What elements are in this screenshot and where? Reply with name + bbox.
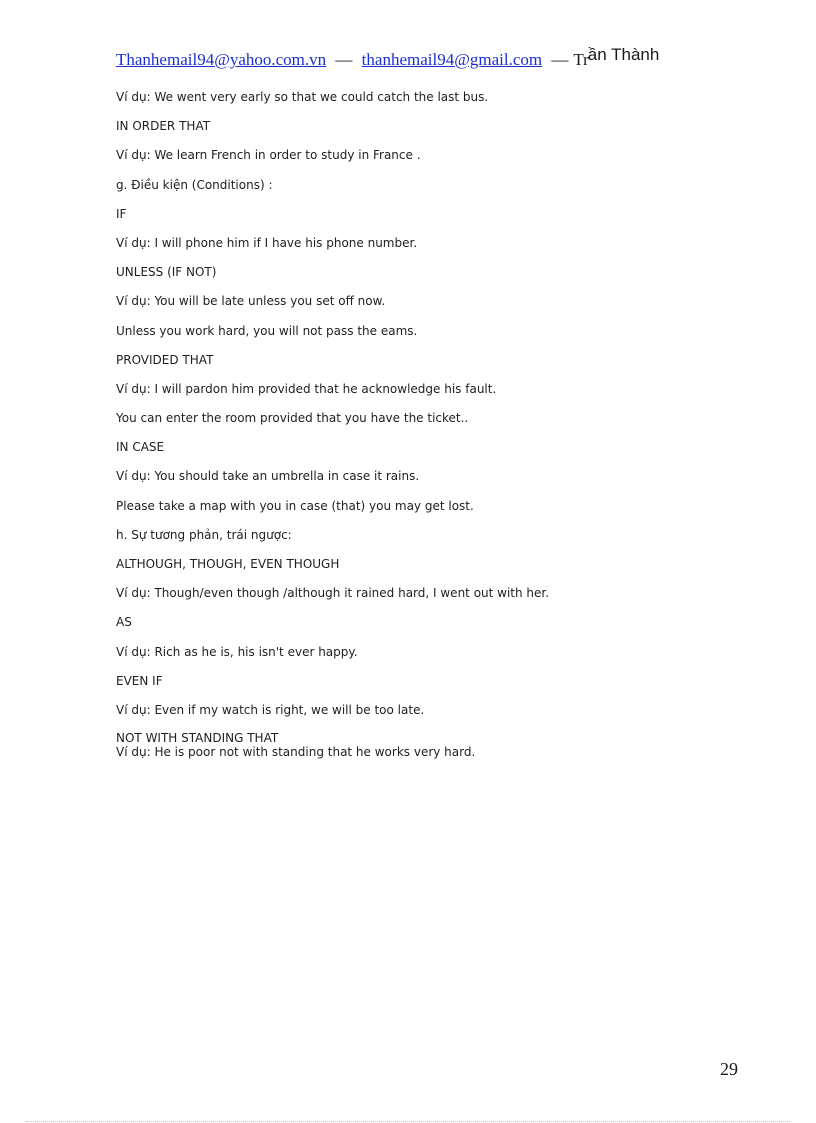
text-line: Ví dụ: You will be late unless you set off now. [116,294,386,309]
section-heading: h. Sự tương phản, trái ngược: [116,527,292,542]
text-line: Ví dụ: We went very early so that we could catch the last bus. [116,90,489,104]
page-number: 29 [720,1059,738,1079]
text-line: Ví dụ: I will pardon him provided that he acknowledge his fault. [116,381,497,396]
document-body [116,89,776,772]
text-line: IN CASE [116,440,165,455]
text-line: AS [116,615,132,630]
email-link-yahoo[interactable]: Thanhemail94@yahoo.com.vn [116,50,327,69]
text-line: NOT WITH STANDING THAT [116,731,279,746]
text-line: ALTHOUGH, THOUGH, EVEN THOUGH [116,557,340,571]
text-line: EVEN IF [116,673,163,688]
text-line: IN ORDER THAT [116,119,211,134]
page-header [116,45,660,70]
header-separator: — [335,50,353,69]
text-line: You can enter the room provided that you have the ticket.. [116,411,469,426]
text-line: IF [116,206,127,221]
text-line: Ví dụ: I will phone him if I have his phone number. [116,235,418,250]
section-heading: g. Điều kiện (Conditions) : [116,177,273,192]
text-line: UNLESS (IF NOT) [116,265,217,280]
header-separator: — [551,50,569,69]
text-line: Ví dụ: Rich as he is, his isn't ever happy. [116,644,358,659]
footer-divider [26,1121,790,1122]
text-line: Ví dụ: Though/even though /although it rained hard, I went out with her. [116,586,550,601]
text-line: Unless you work hard, you will not pass the eams. [116,323,418,338]
text-line: Please take a map with you in case (that) you may get lost. [116,498,474,513]
author-name-prefix: Tr [573,50,589,69]
text-line: Ví dụ: We learn French in order to study in France . [116,148,421,163]
email-link-gmail[interactable]: thanhemail94@gmail.com [361,50,543,69]
text-line: Ví dụ: He is poor not with standing that he works very hard. [116,745,476,760]
text-line: Ví dụ: You should take an umbrella in case it rains. [116,469,420,484]
text-line: Ví dụ: Even if my watch is right, we will be too late. [116,702,425,717]
author-name: ần Thành [587,45,660,64]
text-line: PROVIDED THAT [116,352,214,367]
